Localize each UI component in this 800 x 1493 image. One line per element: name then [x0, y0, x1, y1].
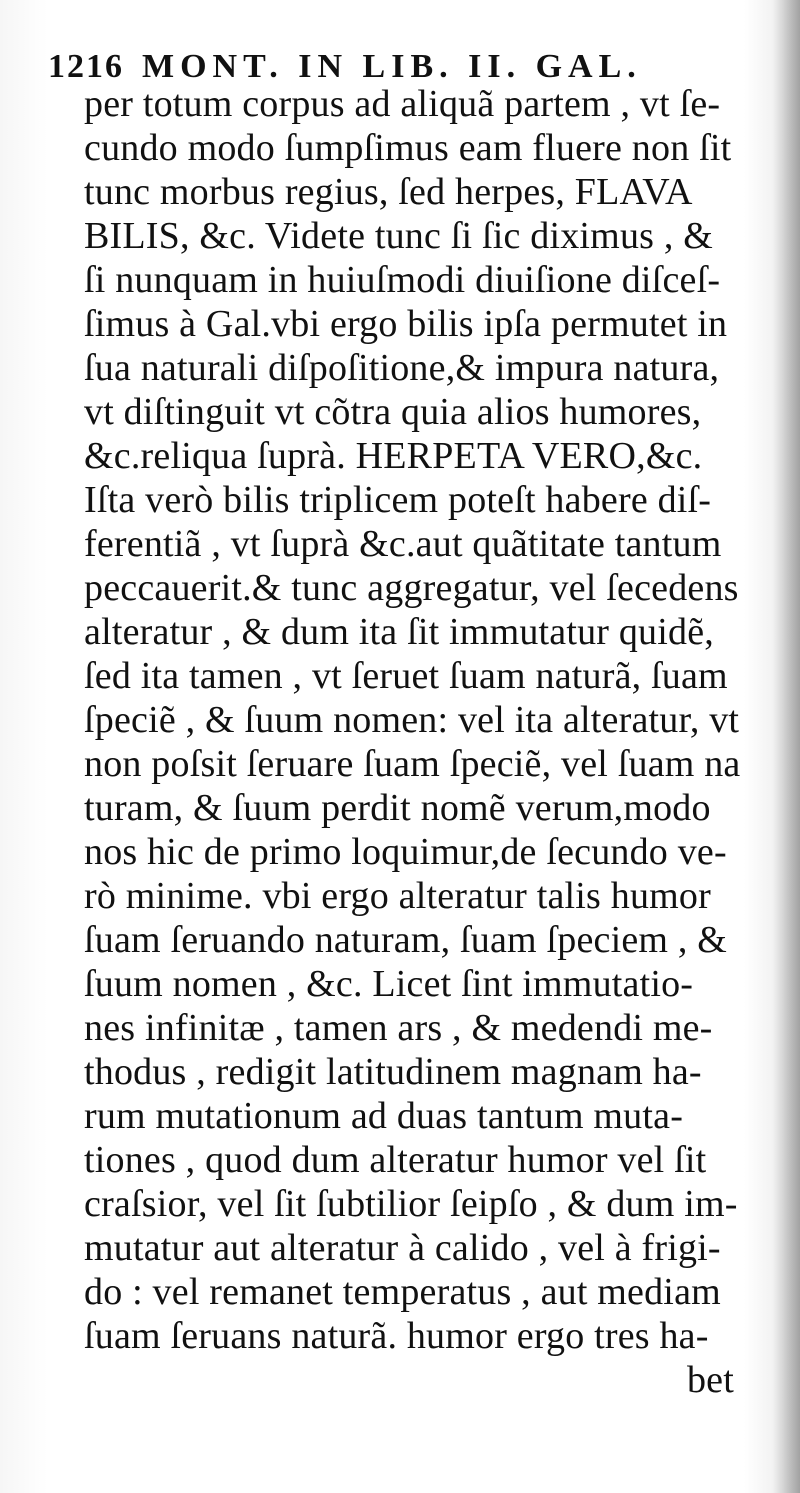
text-line: rum mutationum ad duas tantum muta-	[84, 1095, 684, 1137]
text-line: Iſta verò bilis triplicem poteſt habere diſ-	[84, 479, 712, 521]
text-line: ſi nunquam in huiuſmodi diuiſione diſceſ-	[84, 259, 721, 301]
text-line: rò minime. vbi ergo alteratur talis humor	[84, 875, 711, 917]
page-binding-shadow	[772, 0, 800, 1493]
text-line: peccauerit.& tunc aggregatur, vel ſecedens	[84, 567, 739, 609]
text-line: tiones , quod dum alteratur humor vel ſit	[84, 1139, 707, 1181]
text-line: mutatur aut alteratur à calido , vel à frigi-	[84, 1227, 721, 1269]
running-title: MONT. IN LIB. II. GAL.	[142, 48, 642, 85]
catchword: bet	[686, 1359, 734, 1401]
text-line: cundo modo ſumpſimus eam fluere non ſit	[84, 127, 732, 169]
page-number: 1216	[48, 48, 124, 85]
text-line: nes infinitæ , tamen ars , & medendi me-	[84, 1007, 713, 1049]
text-line: per totum corpus ad aliquã partem , vt ſe-	[84, 83, 721, 125]
body-text	[84, 82, 744, 1402]
text-line: ſimus à Gal.vbi ergo bilis ipſa permutet in	[84, 303, 728, 345]
text-line: turam, & ſuum perdit nomẽ verum,modo	[84, 787, 711, 829]
text-line: do : vel remanet temperatus , aut mediam	[84, 1271, 721, 1313]
text-line: BILIS, &c. Videte tunc ſi ſic diximus , &	[84, 215, 713, 257]
text-line: ſuam ſeruando naturam, ſuam ſpeciem , &	[84, 919, 728, 961]
text-line: craſsior, vel ſit ſubtilior ſeipſo , & dum im-	[84, 1183, 738, 1225]
text-line: alteratur , & dum ita ſit immutatur quidẽ,	[84, 611, 714, 653]
text-line: non poſsit ſeruare ſuam ſpeciẽ, vel ſuam na	[84, 743, 741, 785]
show-through-text	[108, 1344, 318, 1384]
text-line: ferentiã , vt ſuprà &c.aut quãtitate tantum	[84, 523, 722, 565]
page-header	[48, 32, 758, 84]
text-line: tunc morbus regius, ſed herpes, FLAVA	[84, 171, 693, 213]
text-line: ſua naturali diſpoſitione,& impura natura,	[84, 347, 720, 389]
text-line: nos hic de primo loquimur,de ſecundo ve-	[84, 831, 727, 873]
text-line: ſed ita tamen , vt ſeruet ſuam naturã, ſuam	[84, 655, 728, 697]
text-line: ſuam ſeruans naturã. humor ergo tres ha-	[84, 1315, 709, 1357]
text-line: &c.reliqua ſuprà. HERPETA VERO,&c.	[84, 435, 703, 477]
text-line: ſpeciẽ , & ſuum nomen: vel ita alteratur, vt	[84, 699, 740, 741]
text-line: ſuum nomen , &c. Licet ſint immutatio-	[84, 963, 694, 1005]
text-line: thodus , redigit latitudinem magnam ha-	[84, 1051, 702, 1093]
text-line: vt diſtinguit vt cõtra quia alios humores,	[84, 391, 702, 433]
